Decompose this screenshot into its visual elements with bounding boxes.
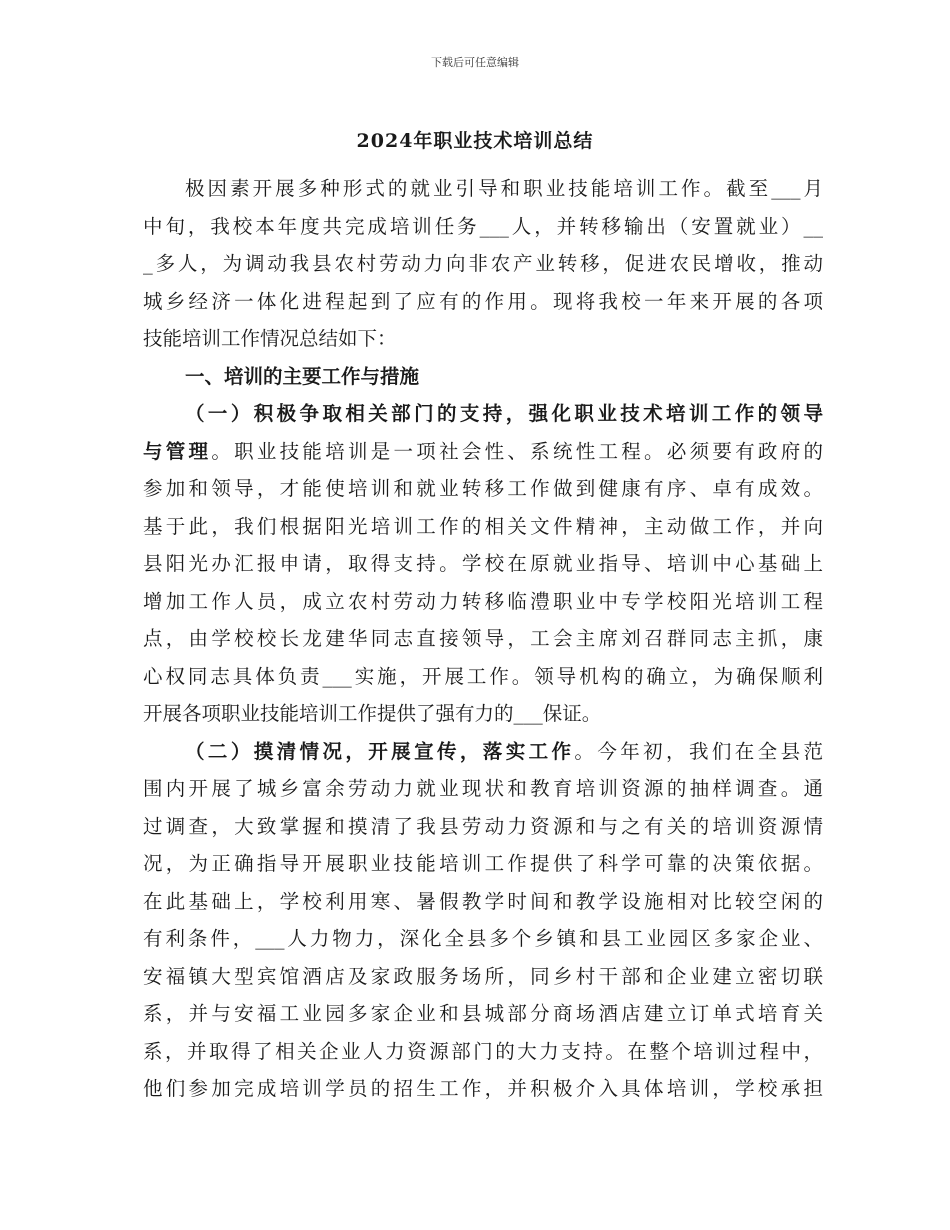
paragraph-line: 他们参加完成培训学员的招生工作，并积极介入具体培训，学校承担: [143, 1077, 823, 1100]
document-body: [143, 170, 823, 1108]
subsection-heading: （二）摸清情况，开展宣传，落实工作: [185, 739, 575, 763]
paragraph-line: 增加工作人员，成立农村劳动力转移临澧职业中专学校阳光培训工程: [143, 589, 823, 613]
document-title: 2024年职业技术培训总结: [356, 130, 594, 152]
paragraph-line: 有利条件，___人力物力，深化全县多个乡镇和县工业园区多家企业、: [143, 927, 823, 950]
paragraph-line: 参加和领导，才能使培训和就业转移工作做到健康有序、卓有成效。: [143, 477, 823, 500]
paragraph-line: 在此基础上，学校利用寒、暑假教学时间和教学设施相对比较空闲的: [143, 889, 823, 913]
paragraph-line: 极因素开展多种形式的就业引导和职业技能培训工作。截至___月: [185, 177, 823, 200]
paragraph-line: 点，由学校校长龙建华同志直接领导，工会主席刘召群同志主抓，康: [143, 627, 823, 650]
subsection-heading: （一）积极争取相关部门的支持，强化职业技术培训工作的领导: [185, 402, 823, 425]
paragraph-line: 技能培训工作情况总结如下：: [143, 327, 397, 350]
paragraph-line: 围内开展了城乡富余劳动力就业现状和教育培训资源的抽样调查。通: [143, 777, 823, 800]
paragraph-line: 系，并与安福工业园多家企业和县城部分商场酒店建立订单式培育关: [143, 1002, 823, 1025]
paragraph-text: 。职业技能培训是一项社会性、系统性工程。必须要有政府的: [211, 439, 823, 463]
header-note: 下载后可任意编辑: [431, 56, 519, 69]
paragraph-line: 城乡经济一体化进程起到了应有的作用。现将我校一年来开展的各项: [143, 289, 823, 313]
paragraph-line: [143, 433, 823, 471]
paragraph-line: 过调查，大致掌握和摸清了我县劳动力资源和与之有关的培训资源情: [143, 814, 823, 838]
paragraph-line: 基于此，我们根据阳光培训工作的相关文件精神，主动做工作，并向: [143, 514, 823, 538]
paragraph-line: 心权同志具体负责___实施，开展工作。领导机构的确立，为确保顺利: [143, 664, 823, 688]
paragraph-line: [143, 733, 823, 771]
section-heading: 一、培训的主要工作与措施: [185, 364, 420, 388]
paragraph-line: 安福镇大型宾馆酒店及家政服务场所，同乡村干部和企业建立密切联: [143, 964, 823, 988]
paragraph-line: 中旬，我校本年度共完成培训任务___人，并转移输出（安置就业）__: [143, 214, 823, 238]
paragraph-line: 县阳光办汇报申请，取得支持。学校在原就业指导、培训中心基础上: [143, 552, 823, 575]
paragraph-line: 况，为正确指导开展职业技能培训工作提供了科学可靠的决策依据。: [143, 852, 823, 875]
paragraph-line: 开展各项职业技能培训工作提供了强有力的___保证。: [143, 702, 602, 725]
subsection-heading-tail: 与管理: [143, 439, 212, 463]
paragraph-line: _多人，为调动我县农村劳动力向非农产业转移，促进农民增收，推动: [143, 252, 823, 275]
paragraph-line: 系，并取得了相关企业人力资源部门的大力支持。在整个培训过程中，: [143, 1039, 823, 1063]
paragraph-text: 。今年初，我们在全县范: [574, 739, 823, 763]
